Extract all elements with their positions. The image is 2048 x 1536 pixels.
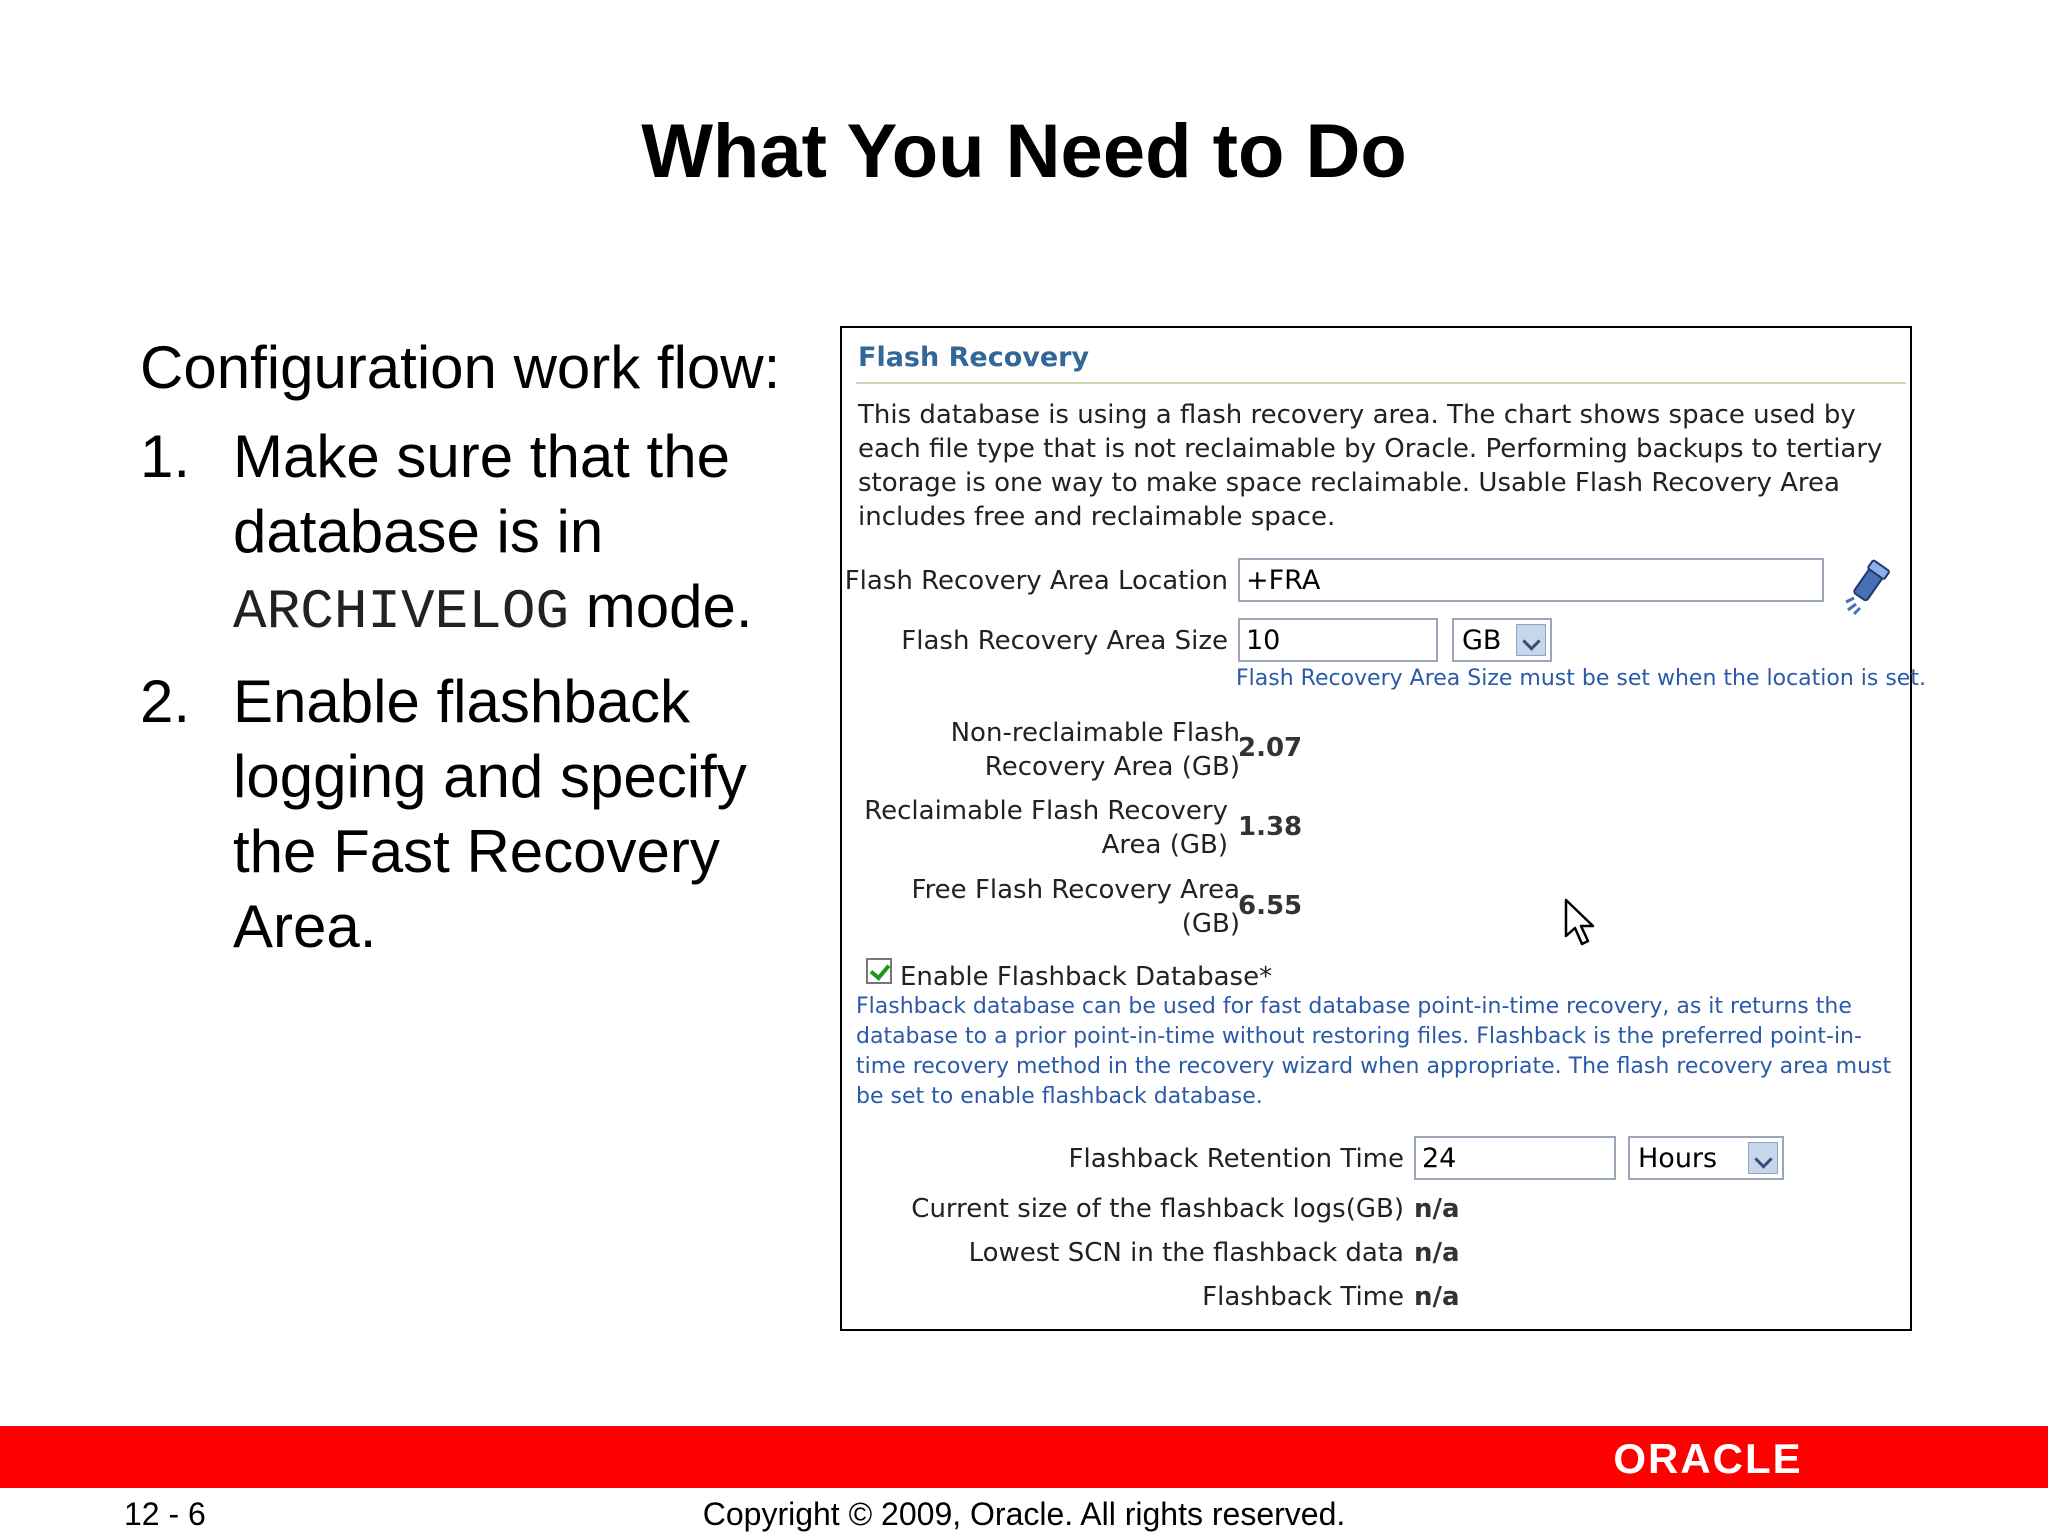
enable-flashback-checkbox[interactable] — [866, 958, 892, 984]
step-number: 2. — [140, 668, 191, 735]
size-label: Flash Recovery Area Size — [901, 626, 1228, 656]
copyright-text: Copyright © 2009, Oracle. All rights reserved. — [702, 1496, 1346, 1532]
info-value: n/a — [1414, 1282, 1460, 1312]
step-number: 1. — [140, 423, 191, 490]
info-value: n/a — [1414, 1238, 1460, 1268]
size-unit-value: GB — [1462, 625, 1502, 656]
panel-title: Flash Recovery — [858, 342, 1090, 373]
stat-label: Free Flash Recovery Area (GB) — [911, 875, 1240, 939]
retention-label: Flashback Retention Time — [1068, 1144, 1404, 1174]
location-label: Flash Recovery Area Location — [844, 566, 1228, 596]
size-unit-select[interactable] — [1452, 618, 1552, 662]
workflow-text — [140, 330, 820, 964]
retention-input[interactable]: 24 — [1414, 1136, 1616, 1180]
chevron-down-icon — [1516, 624, 1546, 656]
flashback-hint: Flashback database can be used for fast database point-in-time recovery, as it returns the database to a prior point-in-time without restoring files. Flashback is the preferred point-in-time recovery method in the recovery wizard when appropriate. The flash recovery area must be set to enable flashback database. — [856, 994, 1892, 1109]
panel-description: This database is using a flash recovery area. The chart shows space used by each file type that is not reclaimable by Oracle. Performing backups to tertiary storage is one way to make space reclaimable. Usable Flash Recovery Area includes free and reclaimable space. — [858, 400, 1883, 532]
stat-value: 1.38 — [1238, 812, 1303, 842]
enable-flashback-label: Enable Flashback Database* — [900, 962, 1273, 992]
stat-label: Non-reclaimable Flash Recovery Area (GB) — [950, 718, 1240, 782]
step-text: Enable flashback logging and specify the Fast Recovery Area. — [233, 668, 747, 960]
slide-title: What You Need to Do — [641, 109, 1407, 194]
stat-value: 6.55 — [1238, 891, 1303, 921]
retention-unit-value: Hours — [1638, 1143, 1718, 1174]
info-label: Flashback Time — [1202, 1282, 1404, 1312]
archivelog-code: ARCHIVELOG — [233, 580, 570, 644]
size-hint: Flash Recovery Area Size must be set when the location is set. — [1236, 666, 1926, 691]
oracle-logo — [1578, 1436, 1838, 1480]
page-number: 12 - 6 — [124, 1496, 206, 1532]
retention-unit-select[interactable] — [1628, 1136, 1784, 1180]
panel-divider — [856, 382, 1906, 384]
location-input[interactable]: +FRA — [1238, 558, 1824, 602]
stat-label: Reclaimable Flash Recovery Area (GB) — [864, 796, 1228, 860]
oracle-logo-text: ORACLE — [1613, 1436, 1803, 1480]
workflow-step-2 — [140, 664, 820, 964]
mouse-cursor-icon — [1562, 898, 1602, 948]
flashlight-search-icon[interactable] — [1840, 558, 1900, 618]
workflow-intro: Configuration work flow: — [140, 334, 781, 401]
step-text-end: mode. — [569, 573, 753, 640]
stat-value: 2.07 — [1238, 733, 1303, 763]
info-value: n/a — [1414, 1194, 1460, 1224]
chevron-down-icon — [1748, 1142, 1778, 1174]
info-label: Current size of the flashback logs(GB) — [911, 1194, 1404, 1224]
info-label: Lowest SCN in the flashback data — [968, 1238, 1404, 1268]
step-text: Make sure that the database is in — [233, 423, 730, 565]
flash-recovery-panel — [840, 326, 1926, 1331]
size-input[interactable]: 10 — [1238, 618, 1438, 662]
workflow-step-1 — [140, 419, 820, 650]
